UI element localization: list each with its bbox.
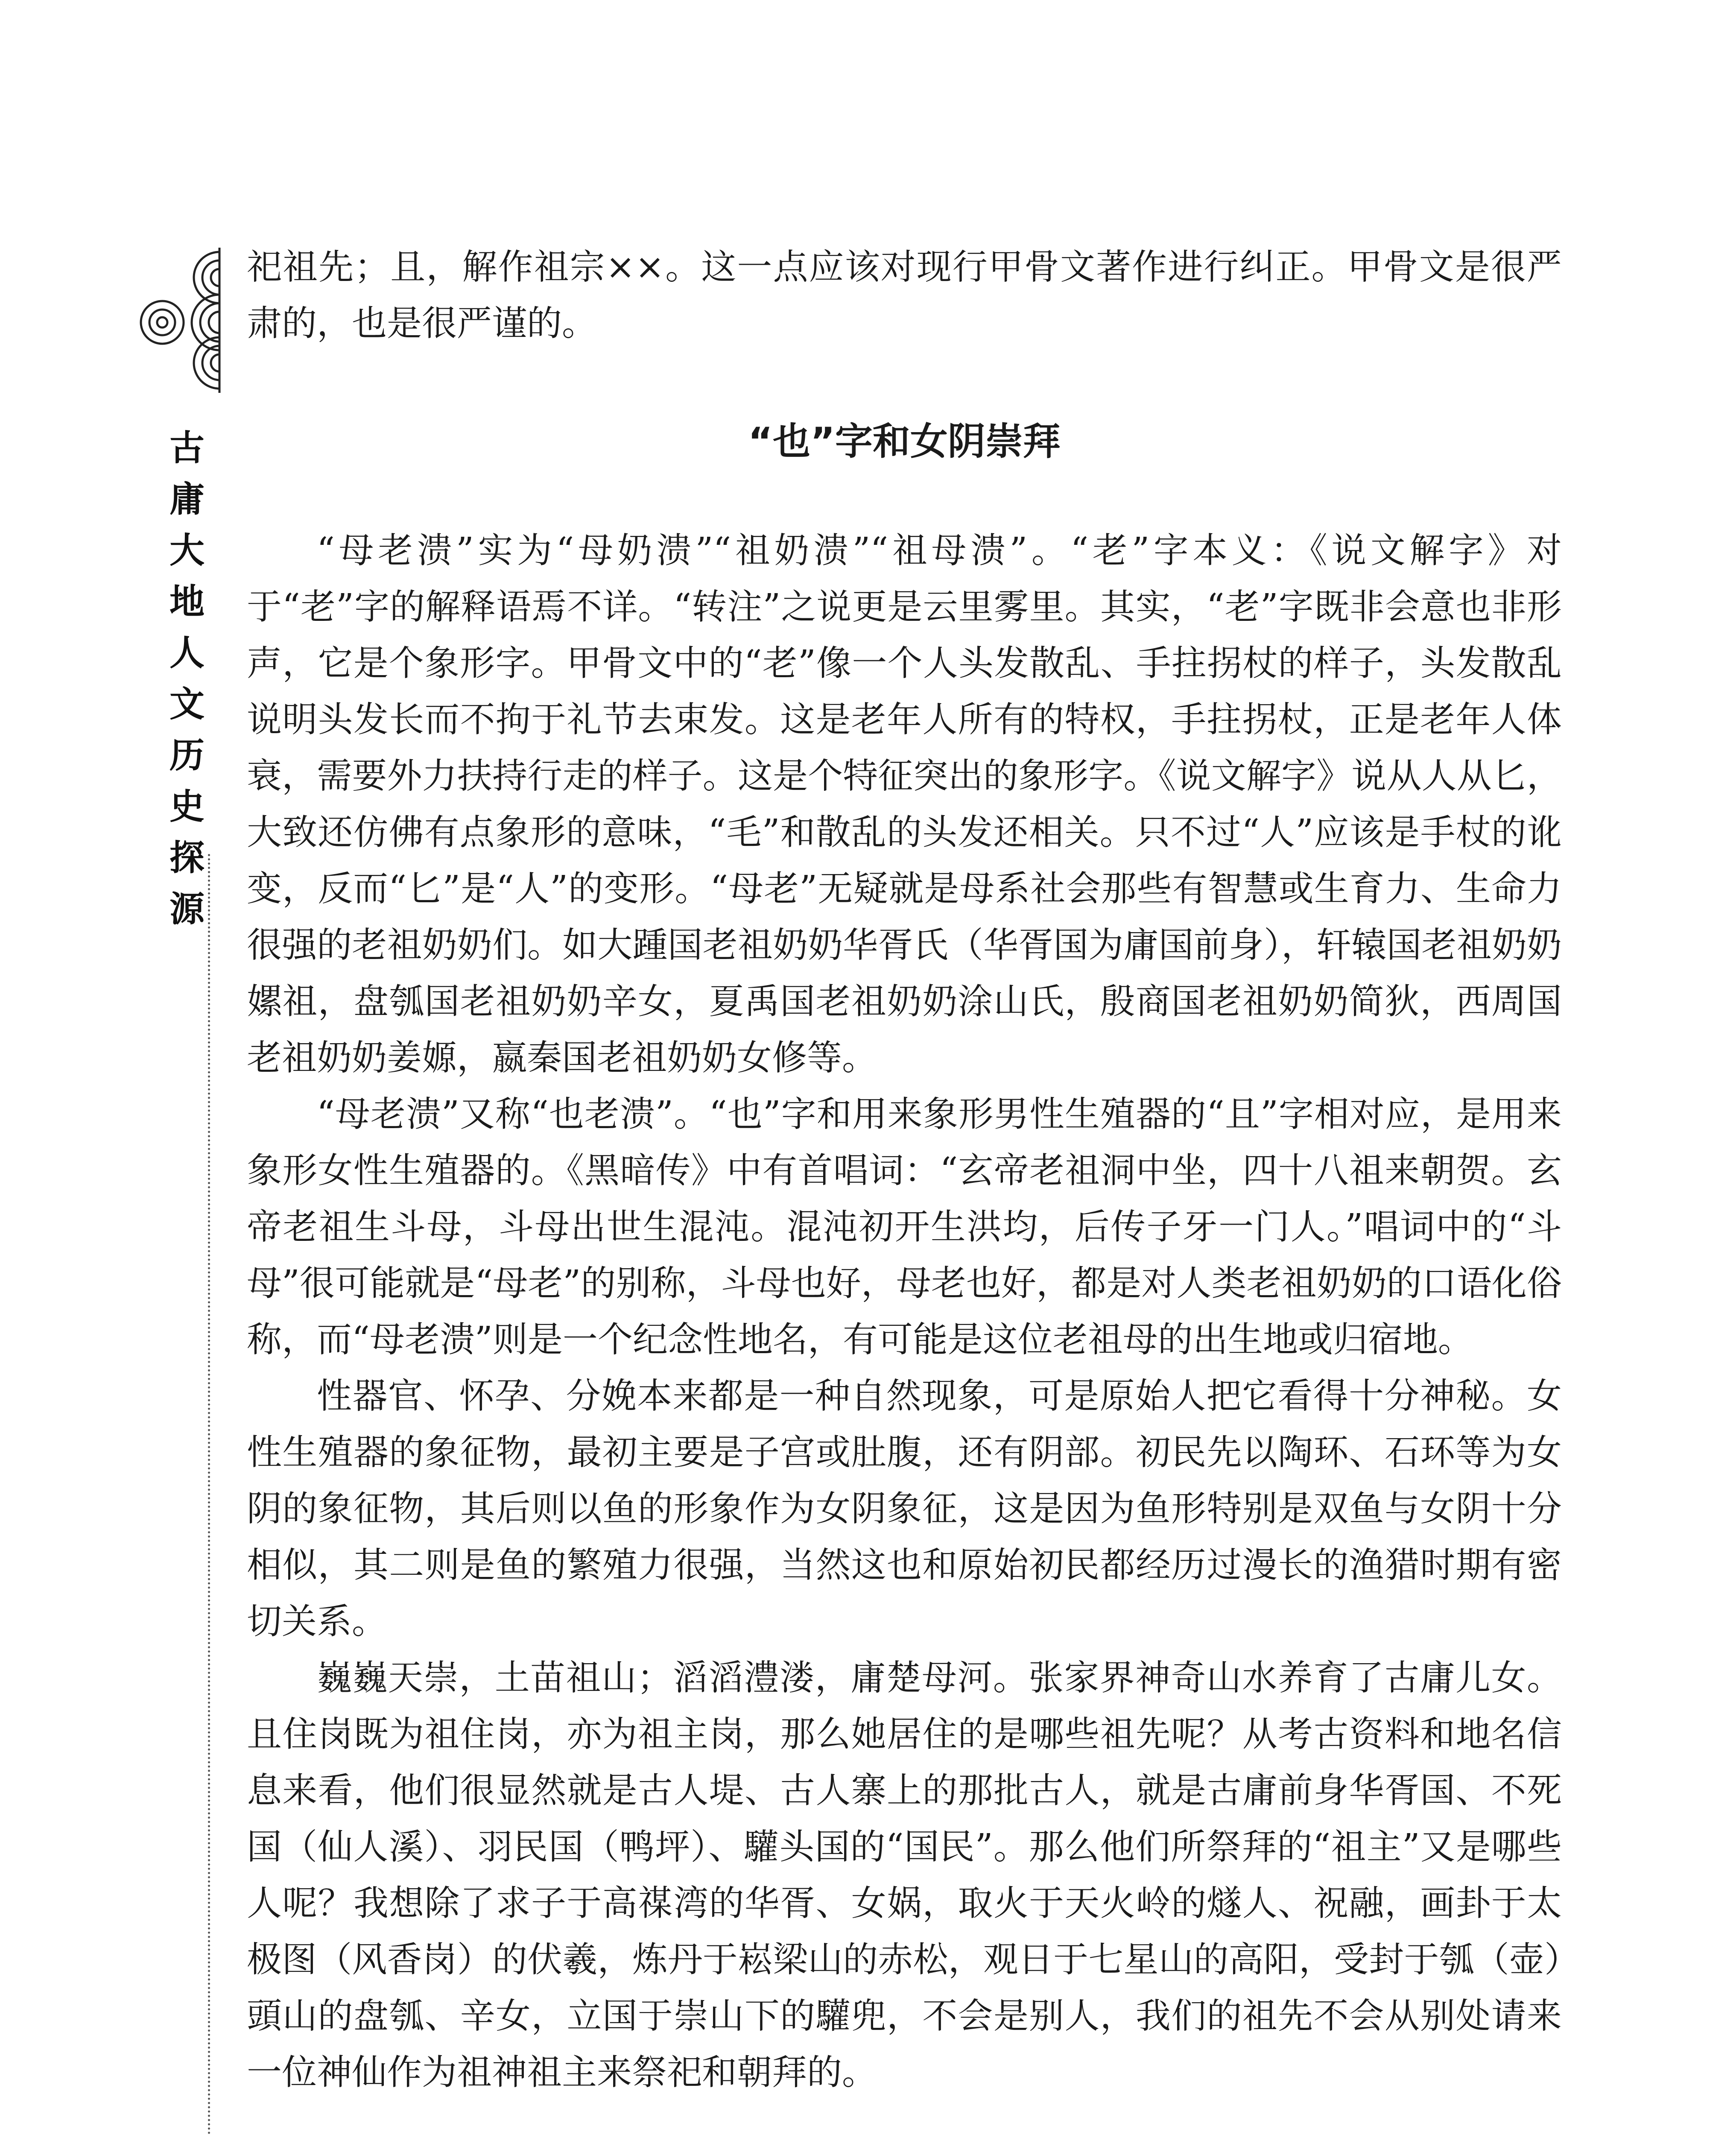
side-title-char: 探 [169,838,205,878]
side-title-char: 庸 [169,479,205,520]
paragraph-continued: 祀祖先；且，解作祖宗××。这一点应该对现行甲骨文著作进行纠正。甲骨文是很严肃的，也是很严谨的。 [247,247,1562,344]
paragraph: “母老溃”又称“也老溃”。“也”字和用来象形男性生殖器的“且”字相对应，是用来象形女性生殖器的。《黑暗传》中有首唱词：“玄帝老祖洞中坐，四十八祖来朝贺。玄帝老祖生斗母，斗母出世生混沌。混沌初开生洪均，后传子牙一门人。”唱词中的“斗母”很可能就是“母老”的别称，斗母也好，母老也好，都是对人类老祖奶奶的口语化俗称，而“母老溃”则是一个纪念性地名，有可能是这位老祖母的出生地或归宿地。 [247,1094,1562,1360]
side-title-char: 文 [169,684,205,725]
paragraph: “母老溃”实为“母奶溃”“祖奶溃”“祖母溃”。“老”字本义：《说文解字》对于“老”字的解释语焉不详。“转注”之说更是云里雾里。其实，“老”字既非会意也非形声，它是个象形字。甲骨文中的“老”像一个人头发散乱、手拄拐杖的样子，头发散乱说明头发长而不拘于礼节去束发。这是老年人所有的特权，手拄拐杖，正是老年人体衰，需要外力扶持行走的样子。这是个特征突出的象形字。《说文解字》说从人从匕，大致还仿佛有点象形的意味，“毛”和散乱的头发还相关。只不过“人”应该是手杖的讹变，反而“匕”是“人”的变形。“母老”无疑就是母系社会那些有智慧或生育力、生命力很强的老祖奶奶们。如大踵国老祖奶奶华胥氏（华胥国为庸国前身），轩辕国老祖奶奶嫘祖，盘瓠国老祖奶奶辛女，夏禹国老祖奶奶涂山氏，殷商国老祖奶奶简狄，西周国老祖奶奶姜嫄，嬴秦国老祖奶奶女修等。 [247,530,1562,1078]
side-title-char: 源 [169,889,205,930]
side-title-char: 人 [169,633,205,673]
side-title-char: 历 [169,735,205,776]
page-body [247,239,1562,2101]
side-book-title [161,423,213,935]
side-title-char: 地 [169,582,205,622]
paragraph: 巍巍天崇，土苗祖山；滔滔澧溇，庸楚母河。张家界神奇山水养育了古庸儿女。且住岗既为祖住岗，亦为祖主岗，那么她居住的是哪些祖先呢？从考古资料和地名信息来看，他们很显然就是古人堤、古人寨上的那批古人，就是古庸前身华胥国、不死国（仙人溪）、羽民国（鸭坪）、驩头国的“国民”。那么他们所祭拜的“祖主”又是哪些人呢？我想除了求子于高禖湾的华胥、女娲，取火于天火岭的燧人、祝融，画卦于太极图（风香岗）的伏羲，炼丹于崧梁山的赤松，观日于七星山的高阳，受封于瓠（壶）頭山的盘瓠、辛女，立国于崇山下的驩兜，不会是别人，我们的祖先不会从别处请来一位神仙作为祖神祖主来祭祀和朝拜的。 [247,1658,1562,2093]
margin-dotted-rule [208,854,210,2135]
section-heading: “也”字和女阴崇拜 [748,419,1061,463]
side-title-char: 古 [169,428,205,468]
side-title-char: 史 [169,787,205,827]
cloud-ornament-icon [128,248,222,393]
paragraph: 性器官、怀孕、分娩本来都是一种自然现象，可是原始人把它看得十分神秘。女性生殖器的象征物，最初主要是子宫或肚腹，还有阴部。初民先以陶环、石环等为女阴的象征物，其后则以鱼的形象作为女阴象征，这是因为鱼形特别是双鱼与女阴十分相似，其二则是鱼的繁殖力很强，当然这也和原始初民都经历过漫长的渔猎时期有密切关系。 [247,1376,1562,1642]
side-title-char: 大 [169,530,205,571]
